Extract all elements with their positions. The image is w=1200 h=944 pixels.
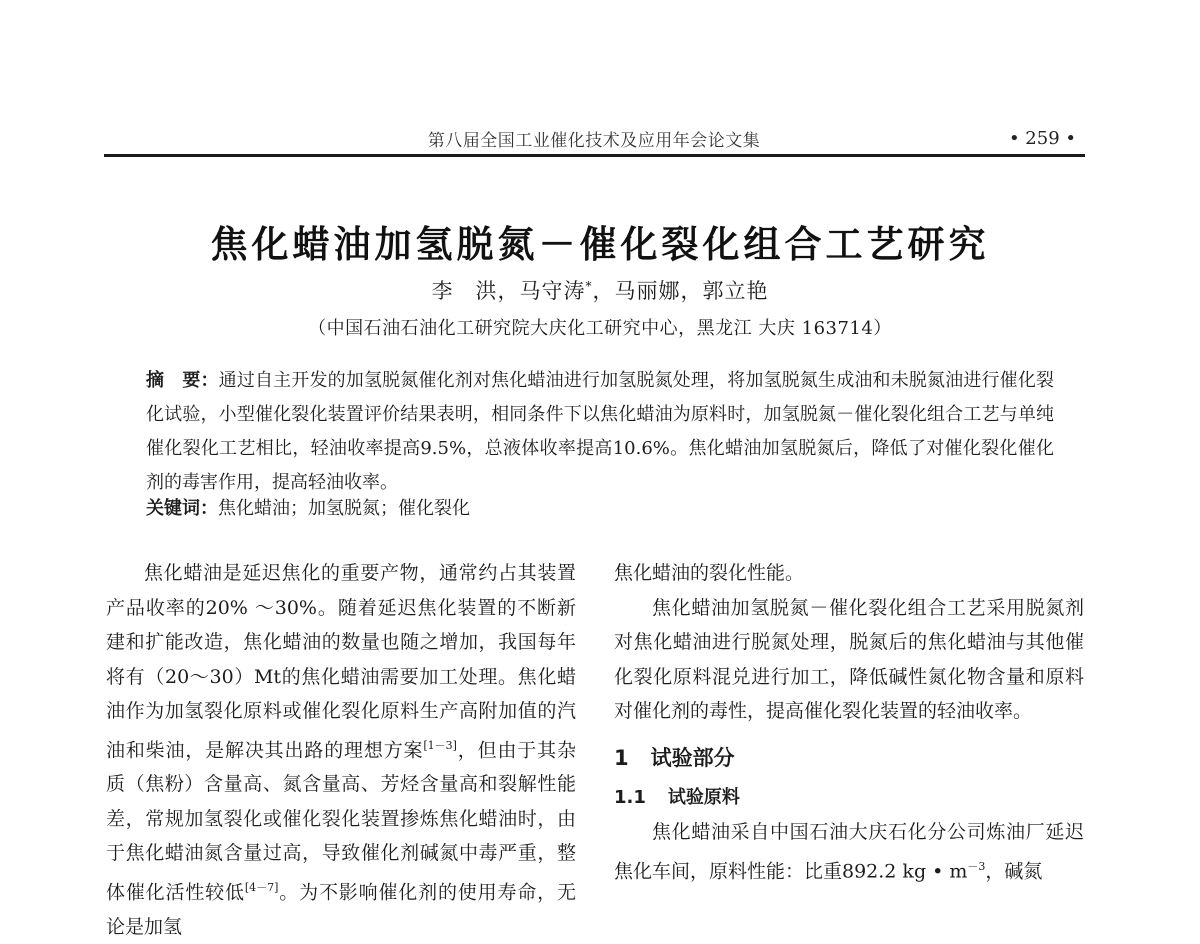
section-1-1-title: 试验原料	[667, 787, 740, 808]
authors-first: 李 洪，马守涛	[431, 279, 586, 303]
running-header	[104, 126, 1084, 152]
citation-1-3: [1－3]	[423, 738, 457, 752]
keywords	[146, 492, 1054, 526]
abstract	[146, 364, 1054, 500]
materials-text-a: 焦化蜡油采自中国石油大庆石化分公司炼油厂延迟焦化车间，原料性能：比重892.2 kg • m	[614, 821, 1084, 882]
author-list	[0, 275, 1200, 305]
authors-rest: ，马丽娜，郭立艳	[592, 279, 769, 303]
corresponding-author-mark: *	[585, 279, 593, 293]
section-1-1-heading	[614, 781, 1084, 815]
materials-paragraph	[614, 815, 1084, 888]
right-column	[614, 556, 1084, 888]
page-number: • 259 •	[1008, 128, 1076, 149]
intro-text-c: 。为不影响催化剂的使用寿命，无论是加氢	[106, 881, 576, 938]
intro-text-a: 焦化蜡油是延迟焦化的重要产物，通常约占其装置产品收率的20% ～30%。随着延迟焦化装置的不断新建和扩能改造，焦化蜡油的数量也随之增加，我国每年将有（20～30）Mt的焦化蜡油需要加工处理。焦化蜡油作为加氢裂化原料或催化裂化原料生产高附加值的汽油和柴油，是解决其出路的理想方案	[106, 562, 576, 761]
intro-paragraph	[106, 556, 576, 944]
section-1-title: 试验部分	[650, 745, 735, 770]
abstract-text: 通过自主开发的加氢脱氮催化剂对焦化蜡油进行加氢脱氮处理，将加氢脱氮生成油和未脱氮油进行催化裂化试验，小型催化裂化装置评价结果表明，相同条件下以焦化蜡油为原料时，加氢脱氮－催化裂化组合工艺与单纯催化裂化工艺相比，轻油收率提高9.5%，总液体收率提高10.6%。焦化蜡油加氢脱氮后，降低了对催化裂化催化剂的毒害作用，提高轻油收率。	[146, 370, 1054, 493]
paper-title: 焦化蜡油加氢脱氮－催化裂化组合工艺研究	[210, 223, 990, 266]
materials-text-b: ，碱氮	[985, 859, 1043, 882]
intro-continuation: 焦化蜡油的裂化性能。	[614, 562, 805, 584]
section-1-number: 1	[614, 745, 629, 770]
abstract-label: 摘 要：	[146, 370, 219, 391]
process-paragraph: 焦化蜡油加氢脱氮－催化裂化组合工艺采用脱氮剂对焦化蜡油进行脱氮处理，脱氮后的焦化蜡油与其他催化裂化原料混兑进行加工，降低碱性氮化物含量和原料对催化剂的毒性，提高催化裂化装置的轻油收率。	[614, 596, 1084, 722]
affiliation: （中国石油石油化工研究院大庆化工研究中心，黑龙江 大庆 163714）	[308, 318, 892, 339]
keywords-label: 关键词：	[146, 498, 218, 519]
running-title: 第八届全国工业催化技术及应用年会论文集	[427, 131, 761, 151]
section-1-1-number: 1.1	[614, 787, 646, 808]
section-1-heading	[614, 741, 1084, 776]
keywords-text: 焦化蜡油；加氢脱氮；催化裂化	[218, 498, 470, 519]
intro-text-b: ，但由于其杂质（焦粉）含量高、氮含量高、芳烃含量高和裂解性能差，常规加氢裂化或催化裂化装置掺炼焦化蜡油时，由于焦化蜡油氮含量过高，导致催化剂碱氮中毒严重，整体催化活性较低	[106, 738, 576, 904]
left-column	[106, 556, 576, 944]
unit-exponent: －3	[967, 859, 986, 873]
citation-4-7: [4－7]	[244, 880, 279, 894]
header-rule	[104, 154, 1085, 157]
